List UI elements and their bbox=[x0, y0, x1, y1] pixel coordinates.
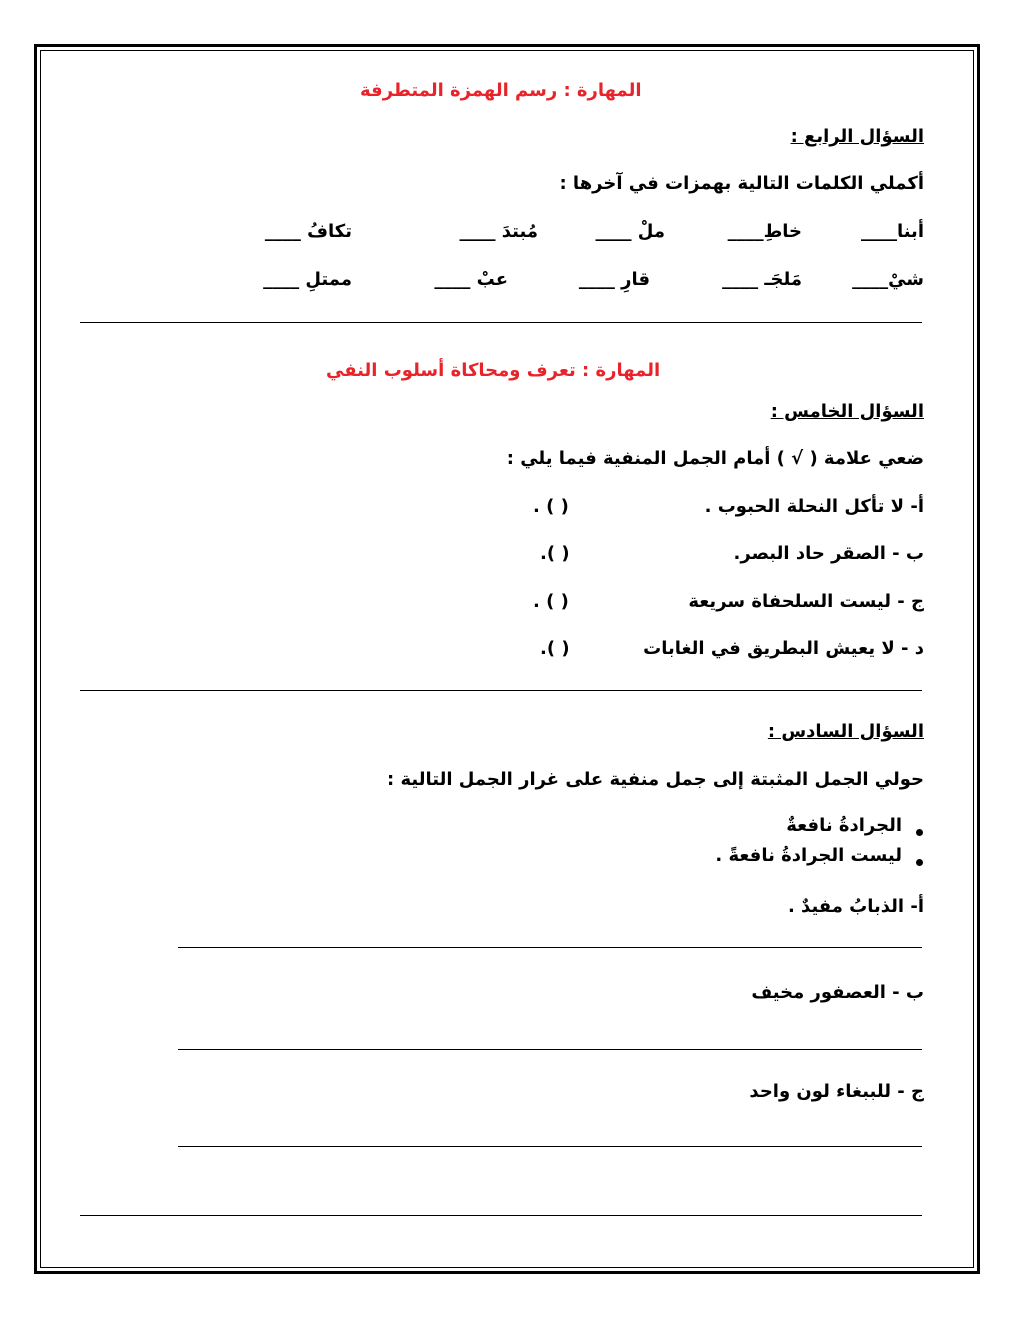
example-sentence: الجرادةُ نافعةٌ bbox=[786, 815, 902, 836]
answer-line[interactable] bbox=[178, 947, 922, 948]
answer-line[interactable] bbox=[178, 1146, 922, 1147]
word-blank: قارِ ____ bbox=[578, 269, 650, 290]
sentence-to-convert: ج - للببغاء لون واحد bbox=[749, 1081, 924, 1102]
negation-item: ج - ليست السلحفاة سريعة bbox=[688, 591, 924, 612]
question-5-instruction: ضعي علامة ( √ ) أمام الجمل المنفية فيما يلي : bbox=[506, 448, 924, 469]
negation-item: أ- لا تأكل النحلة الحبوب . bbox=[704, 496, 924, 517]
question-6-instruction: حولي الجمل المثبتة إلى جمل منفية على غرار الجمل التالية : bbox=[386, 769, 924, 790]
divider bbox=[80, 690, 922, 691]
answer-parentheses[interactable]: ( ) . bbox=[533, 496, 569, 517]
word-blank: ملْ ____ bbox=[595, 221, 665, 242]
word-blank: ممتلِ ____ bbox=[263, 269, 352, 290]
question-5-title: السؤال الخامس : bbox=[770, 401, 924, 422]
word-blank: خاطِ____ bbox=[727, 221, 802, 242]
word-blank: مَلجَـ ____ bbox=[722, 269, 802, 290]
bullet-icon bbox=[916, 859, 923, 866]
bullet-icon bbox=[916, 829, 923, 836]
question-4-instruction: أكملي الكلمات التالية بهمزات في آخرها : bbox=[559, 173, 924, 194]
negation-item: ب - الصقر حاد البصر. bbox=[733, 543, 924, 564]
question-4-title: السؤال الرابع : bbox=[790, 126, 924, 147]
sentence-to-convert: ب - العصفور مخيف bbox=[751, 982, 924, 1003]
word-blank: شيْ____ bbox=[852, 269, 924, 290]
divider bbox=[80, 1215, 922, 1216]
answer-parentheses[interactable]: ( ). bbox=[540, 638, 570, 659]
question-6-title: السؤال السادس : bbox=[767, 721, 924, 742]
answer-line[interactable] bbox=[178, 1049, 922, 1050]
answer-parentheses[interactable]: ( ) . bbox=[533, 591, 569, 612]
word-blank: مُبتدَ ____ bbox=[459, 221, 538, 242]
answer-parentheses[interactable]: ( ). bbox=[540, 543, 570, 564]
skill-heading-negation: المهارة : تعرف ومحاكاة أسلوب النفي bbox=[326, 360, 661, 381]
word-blank: أبنا____ bbox=[860, 221, 924, 242]
word-blank: عبْ ____ bbox=[434, 269, 508, 290]
word-blank: تكافُ ____ bbox=[264, 221, 352, 242]
skill-heading-hamza: المهارة : رسم الهمزة المتطرفة bbox=[360, 80, 642, 101]
negation-item: د - لا يعيش البطريق في الغابات bbox=[643, 638, 924, 659]
sentence-to-convert: أ- الذبابُ مفيدٌ . bbox=[787, 896, 924, 917]
example-sentence: ليست الجرادةُ نافعةً . bbox=[715, 845, 902, 866]
divider bbox=[80, 322, 922, 323]
